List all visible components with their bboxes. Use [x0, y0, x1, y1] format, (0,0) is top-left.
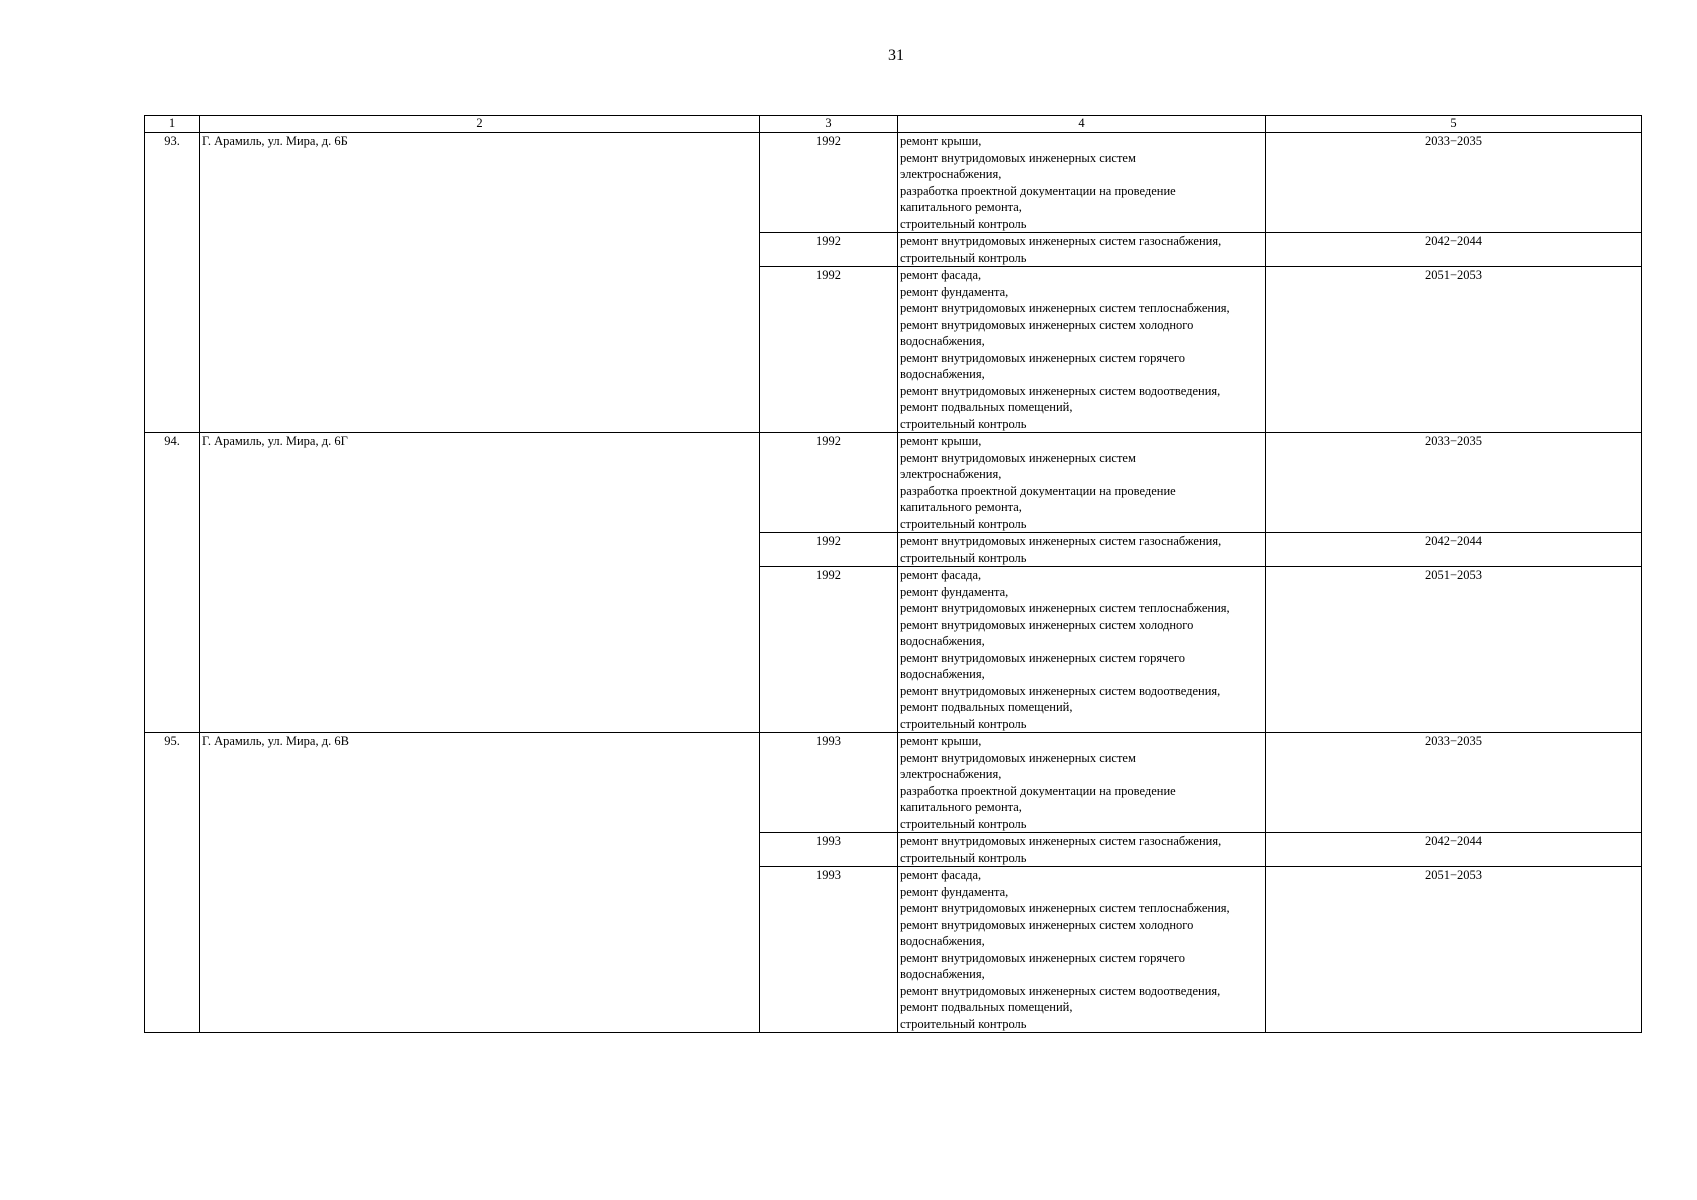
table-body [145, 133, 1642, 1033]
entry-year: 1993 [760, 833, 898, 867]
entry-year: 1992 [760, 267, 898, 433]
entry-period: 2042−2044 [1266, 233, 1642, 267]
entry-period: 2033−2035 [1266, 133, 1642, 233]
header-row [145, 116, 1642, 133]
entry-period: 2042−2044 [1266, 833, 1642, 867]
entry-year: 1992 [760, 567, 898, 733]
entry-works: ремонт крыши, ремонт внутридомовых инженерных систем электроснабжения, разработка проектной документации на проведение капитального ремонта, строительный контроль [898, 133, 1266, 233]
table-row [145, 133, 1642, 233]
entry-number: 94. [145, 433, 200, 733]
entry-period: 2033−2035 [1266, 433, 1642, 533]
entry-period: 2042−2044 [1266, 533, 1642, 567]
entry-year: 1992 [760, 533, 898, 567]
entry-year: 1993 [760, 733, 898, 833]
entry-works: ремонт крыши, ремонт внутридомовых инженерных систем электроснабжения, разработка проектной документации на проведение капитального ремонта, строительный контроль [898, 433, 1266, 533]
entry-address: Г. Арамиль, ул. Мира, д. 6Б [200, 133, 760, 433]
header-col-5: 5 [1266, 116, 1642, 133]
entry-works: ремонт крыши, ремонт внутридомовых инженерных систем электроснабжения, разработка проектной документации на проведение капитального ремонта, строительный контроль [898, 733, 1266, 833]
entry-works: ремонт внутридомовых инженерных систем газоснабжения, строительный контроль [898, 233, 1266, 267]
table-row [145, 733, 1642, 833]
entry-number: 93. [145, 133, 200, 433]
entry-year: 1992 [760, 133, 898, 233]
table-row [145, 433, 1642, 533]
entry-period: 2051−2053 [1266, 567, 1642, 733]
header-col-2: 2 [200, 116, 760, 133]
header-col-4: 4 [898, 116, 1266, 133]
header-col-3: 3 [760, 116, 898, 133]
entry-year: 1992 [760, 233, 898, 267]
entry-year: 1992 [760, 433, 898, 533]
entry-year: 1993 [760, 867, 898, 1033]
entry-address: Г. Арамиль, ул. Мира, д. 6В [200, 733, 760, 1033]
entry-works: ремонт внутридомовых инженерных систем газоснабжения, строительный контроль [898, 833, 1266, 867]
entry-works: ремонт фасада, ремонт фундамента, ремонт внутридомовых инженерных систем теплоснабжения, ремонт внутридомовых инженерных систем холодного водоснабжения, ремонт внутридомовых инженерных систем горячего водоснабжения, ремонт внутридомовых инженерных систем водоотведения, ремонт подвальных помещений, строительный контроль [898, 567, 1266, 733]
repair-schedule-table [144, 115, 1642, 1033]
entry-period: 2051−2053 [1266, 867, 1642, 1033]
table-header [145, 116, 1642, 133]
page-number: 31 [888, 47, 904, 64]
entry-works: ремонт фасада, ремонт фундамента, ремонт внутридомовых инженерных систем теплоснабжения, ремонт внутридомовых инженерных систем холодного водоснабжения, ремонт внутридомовых инженерных систем горячего водоснабжения, ремонт внутридомовых инженерных систем водоотведения, ремонт подвальных помещений, строительный контроль [898, 267, 1266, 433]
entry-works: ремонт фасада, ремонт фундамента, ремонт внутридомовых инженерных систем теплоснабжения, ремонт внутридомовых инженерных систем холодного водоснабжения, ремонт внутридомовых инженерных систем горячего водоснабжения, ремонт внутридомовых инженерных систем водоотведения, ремонт подвальных помещений, строительный контроль [898, 867, 1266, 1033]
entry-period: 2051−2053 [1266, 267, 1642, 433]
entry-address: Г. Арамиль, ул. Мира, д. 6Г [200, 433, 760, 733]
header-col-1: 1 [145, 116, 200, 133]
entry-period: 2033−2035 [1266, 733, 1642, 833]
entry-number: 95. [145, 733, 200, 1033]
entry-works: ремонт внутридомовых инженерных систем газоснабжения, строительный контроль [898, 533, 1266, 567]
